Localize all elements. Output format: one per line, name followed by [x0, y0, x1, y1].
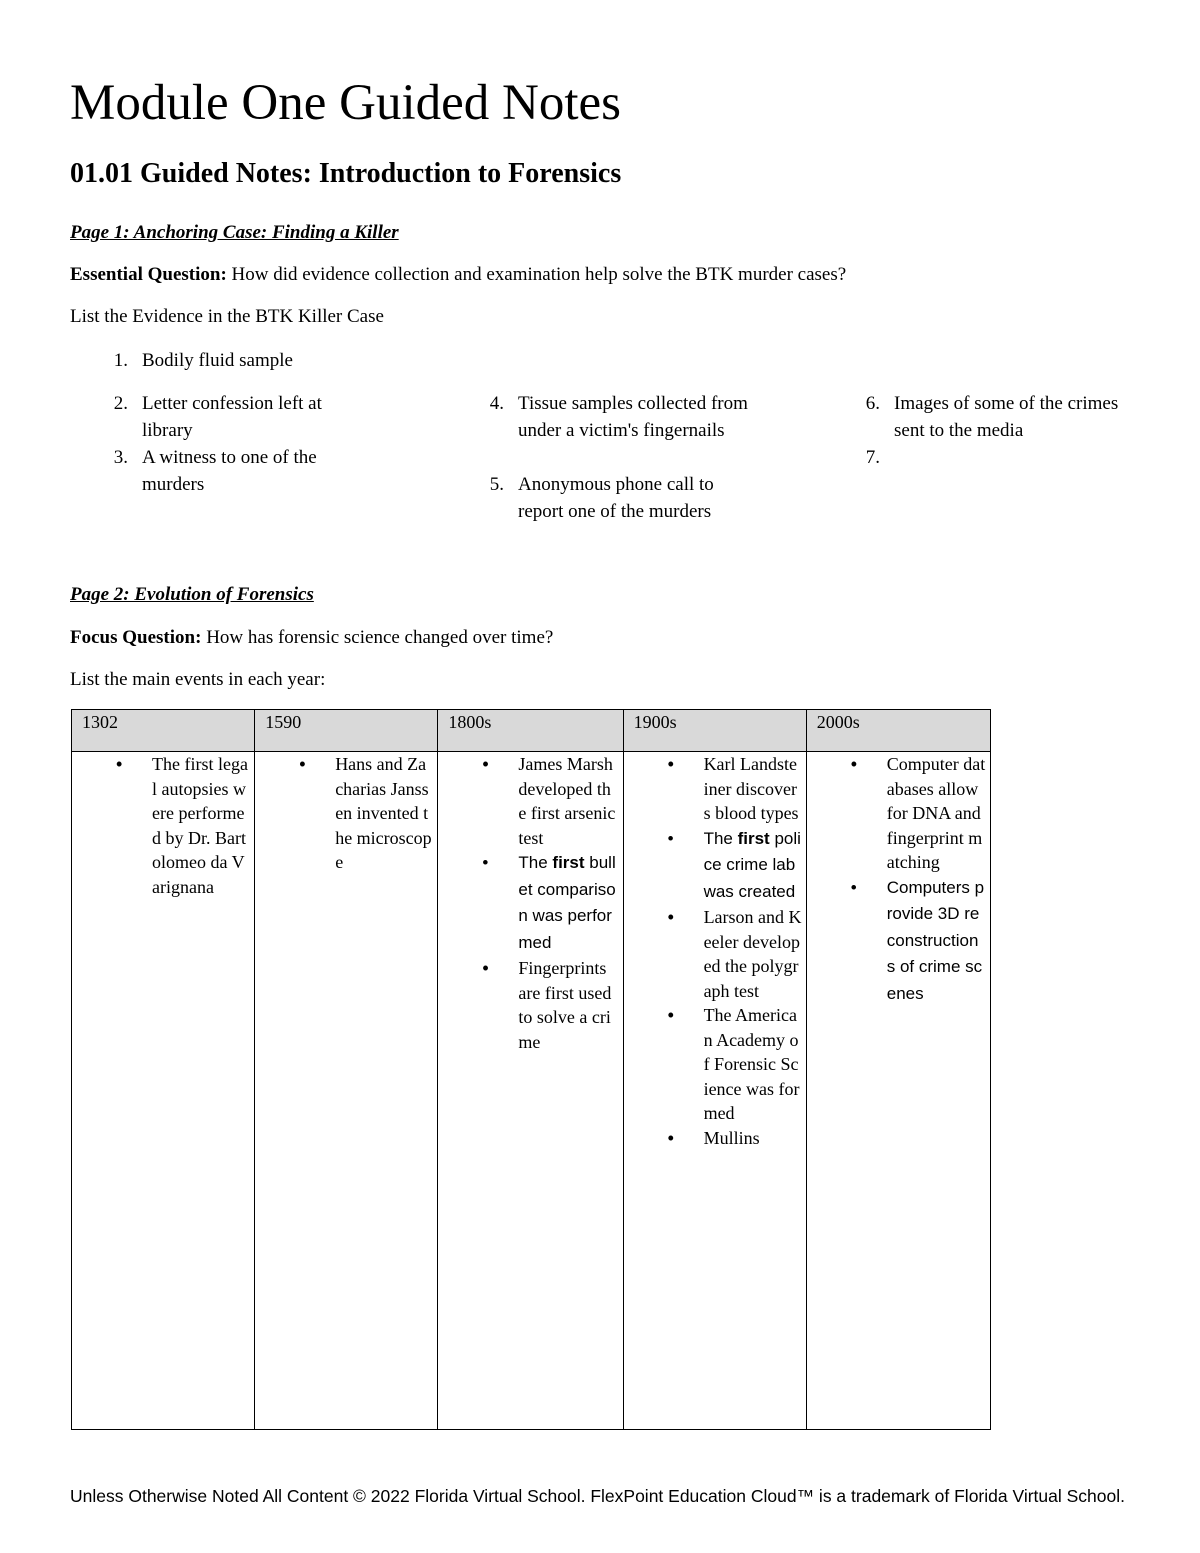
timeline-cell-1302	[72, 752, 255, 1430]
timeline-event: • Fingerprints are first used to solve a crime	[438, 956, 622, 1054]
evidence-number: 2.	[113, 393, 128, 414]
timeline-intro: List the main events in each year:	[70, 669, 326, 690]
timeline-event: • Computer databases allow for DNA and fingerprint matching	[807, 752, 990, 875]
evidence-text: Bodily fluid sample	[142, 350, 293, 371]
timeline-header-row	[72, 710, 991, 752]
essential-question-text: How did evidence collection and examination help solve the BTK murder cases?	[226, 264, 847, 285]
timeline-cell-1800s	[438, 752, 623, 1430]
evidence-text: Tissue samples collected from under a victim's fingernails	[518, 393, 748, 441]
evidence-number: 7.	[865, 447, 880, 468]
evidence-text: Images of some of the crimes sent to the media	[894, 393, 1119, 441]
timeline-event: • Computers provide 3D reconstructions of crime scenes	[807, 875, 990, 1008]
focus-question-text: How has forensic science changed over time?	[201, 627, 554, 648]
timeline-header: 2000s	[806, 710, 990, 752]
evidence-list-intro: List the Evidence in the BTK Killer Case	[70, 306, 384, 327]
copyright-footer: Unless Otherwise Noted All Content © 2022 Florida Virtual School. FlexPoint Education Cloud™ is a trademark of Florida Virtual School.	[70, 1486, 1125, 1506]
evidence-number: 4.	[489, 393, 504, 414]
evidence-number: 6.	[865, 393, 880, 414]
evidence-text: A witness to one of the murders	[142, 447, 317, 495]
timeline-event: • Larson and Keeler developed the polygraph test	[624, 905, 806, 1003]
document-title: Module One Guided Notes	[70, 75, 621, 131]
evidence-text: Letter confession left at library	[142, 393, 322, 441]
timeline-cell-2000s	[806, 752, 990, 1430]
evidence-number: 1.	[113, 350, 128, 371]
timeline-event: • Hans and Zacharias Janssen invented the microscope	[255, 752, 437, 875]
timeline-event: • Karl Landsteiner discovers blood types	[624, 752, 806, 826]
timeline-header: 1900s	[623, 710, 806, 752]
evidence-number: 3.	[113, 447, 128, 468]
timeline-header: 1800s	[438, 710, 623, 752]
timeline-event: • The first bullet comparison was performed	[438, 850, 622, 956]
timeline-header: 1302	[72, 710, 255, 752]
timeline-event: • James Marsh developed the first arsenic test	[438, 752, 622, 850]
essential-question	[70, 264, 846, 286]
timeline-cell-1590	[255, 752, 438, 1430]
timeline-body-row	[72, 752, 991, 1430]
evidence-text: Anonymous phone call to report one of the murders	[518, 474, 714, 522]
timeline-event: • Mullins	[624, 1126, 806, 1151]
focus-question	[70, 627, 553, 649]
evidence-number: 5.	[489, 474, 504, 495]
focus-question-label: Focus Question:	[70, 627, 202, 648]
page2-heading: Page 2: Evolution of Forensics	[70, 584, 314, 605]
essential-question-label: Essential Question:	[70, 264, 227, 285]
timeline-header: 1590	[255, 710, 438, 752]
timeline-cell-1900s	[623, 752, 806, 1430]
section-heading: 01.01 Guided Notes: Introduction to Forensics	[70, 158, 622, 189]
page1-heading: Page 1: Anchoring Case: Finding a Killer	[70, 222, 399, 243]
timeline-event: • The first legal autopsies were performed by Dr. Bartolomeo da Varignana	[72, 752, 254, 899]
timeline-event: • The American Academy of Forensic Science was formed	[624, 1003, 806, 1126]
timeline-event: • The first police crime lab was created	[624, 826, 806, 906]
timeline-table	[71, 709, 991, 1430]
